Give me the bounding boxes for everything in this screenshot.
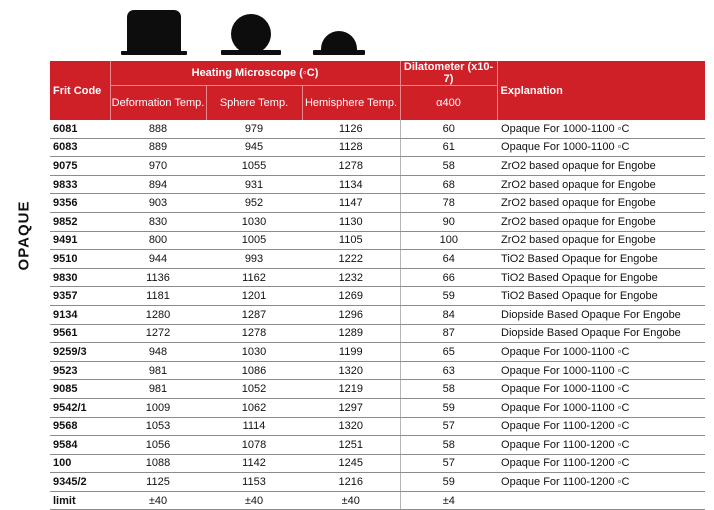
- heating-microscope-header: Heating Microscope (◦C): [110, 61, 400, 86]
- deformation-shape-base: [121, 51, 187, 55]
- hemisphere-temp-cell: 1216: [302, 473, 400, 492]
- hemisphere-temp-cell: 1105: [302, 231, 400, 250]
- table-row: [50, 194, 705, 213]
- dilatometer-header: Dilatometer (x10-7): [400, 61, 497, 86]
- frit-code-cell: 9523: [50, 361, 110, 380]
- deformation-temp-cell: 1272: [110, 324, 206, 343]
- deformation-temp-cell: 1181: [110, 287, 206, 306]
- deformation-temp-cell: 903: [110, 194, 206, 213]
- sphere-temp-cell: ±40: [206, 491, 302, 510]
- alpha400-cell: 58: [400, 157, 497, 176]
- sphere-temp-cell: 1153: [206, 473, 302, 492]
- deformation-temp-cell: 1125: [110, 473, 206, 492]
- hemisphere-temp-header: Hemisphere Temp.: [302, 86, 400, 121]
- sphere-temp-cell: 1078: [206, 436, 302, 455]
- frit-table: [50, 61, 705, 510]
- table-row: [50, 473, 705, 492]
- deformation-temp-cell: 981: [110, 361, 206, 380]
- frit-code-cell: 9345/2: [50, 473, 110, 492]
- side-label-text: OPAQUE: [15, 200, 33, 270]
- sphere-temp-cell: 1086: [206, 361, 302, 380]
- deformation-temp-cell: 948: [110, 343, 206, 362]
- hemisphere-shape-base: [313, 50, 365, 55]
- frit-table-container: [50, 61, 705, 510]
- frit-code-cell: 9584: [50, 436, 110, 455]
- table-row: [50, 398, 705, 417]
- alpha400-cell: 68: [400, 175, 497, 194]
- alpha400-cell: 64: [400, 250, 497, 269]
- hemisphere-temp-cell: 1251: [302, 436, 400, 455]
- explanation-cell: ZrO2 based opaque for Engobe: [497, 212, 705, 231]
- sphere-temp-header: Sphere Temp.: [206, 86, 302, 121]
- alpha400-cell: 59: [400, 473, 497, 492]
- deformation-temp-cell: 889: [110, 138, 206, 157]
- table-row: [50, 157, 705, 176]
- explanation-cell: [497, 491, 705, 510]
- frit-code-cell: 9561: [50, 324, 110, 343]
- explanation-cell: Opaque For 1000-1100 ◦C: [497, 120, 705, 138]
- sphere-temp-cell: 1052: [206, 380, 302, 399]
- deformation-temp-header: Deformation Temp.: [110, 86, 206, 121]
- sphere-temp-cell: 1114: [206, 417, 302, 436]
- table-row: [50, 212, 705, 231]
- alpha400-cell: 87: [400, 324, 497, 343]
- alpha400-cell: 60: [400, 120, 497, 138]
- frit-code-cell: 9134: [50, 305, 110, 324]
- alpha400-cell: 84: [400, 305, 497, 324]
- table-row: [50, 324, 705, 343]
- alpha400-cell: 61: [400, 138, 497, 157]
- hemisphere-temp-cell: 1289: [302, 324, 400, 343]
- deformation-temp-cell: 970: [110, 157, 206, 176]
- deformation-temp-cell: 1280: [110, 305, 206, 324]
- explanation-cell: ZrO2 based opaque for Engobe: [497, 175, 705, 194]
- frit-code-cell: 9075: [50, 157, 110, 176]
- frit-code-cell: 9568: [50, 417, 110, 436]
- alpha400-cell: 63: [400, 361, 497, 380]
- hemisphere-temp-cell: 1297: [302, 398, 400, 417]
- sphere-temp-cell: 1005: [206, 231, 302, 250]
- deformation-temp-cell: 1053: [110, 417, 206, 436]
- frit-code-cell: 9830: [50, 268, 110, 287]
- table-row: [50, 175, 705, 194]
- hemisphere-temp-cell: 1245: [302, 454, 400, 473]
- table-body: [50, 120, 705, 510]
- explanation-cell: Opaque For 1000-1100 ◦C: [497, 138, 705, 157]
- deformation-temp-cell: 1088: [110, 454, 206, 473]
- explanation-cell: TiO2 Based Opaque for Engobe: [497, 268, 705, 287]
- explanation-cell: ZrO2 based opaque for Engobe: [497, 194, 705, 213]
- frit-code-cell: 9852: [50, 212, 110, 231]
- explanation-cell: TiO2 Based Opaque for Engobe: [497, 250, 705, 269]
- alpha400-header: α400: [400, 86, 497, 121]
- table-row: [50, 343, 705, 362]
- table-row: [50, 120, 705, 138]
- table-row: [50, 436, 705, 455]
- alpha400-cell: 90: [400, 212, 497, 231]
- hemisphere-temp-cell: 1232: [302, 268, 400, 287]
- hemisphere-temp-cell: 1130: [302, 212, 400, 231]
- hemisphere-temp-cell: 1199: [302, 343, 400, 362]
- deformation-temp-cell: 1009: [110, 398, 206, 417]
- frit-code-cell: 9833: [50, 175, 110, 194]
- sphere-temp-cell: 1201: [206, 287, 302, 306]
- alpha400-cell: 57: [400, 417, 497, 436]
- alpha400-cell: 65: [400, 343, 497, 362]
- frit-code-cell: 9357: [50, 287, 110, 306]
- alpha400-cell: 78: [400, 194, 497, 213]
- hemisphere-shape-icon: [321, 31, 357, 52]
- table-row: [50, 491, 705, 510]
- table-row: [50, 268, 705, 287]
- frit-code-cell: 9259/3: [50, 343, 110, 362]
- explanation-cell: Diopside Based Opaque For Engobe: [497, 305, 705, 324]
- explanation-cell: Opaque For 1000-1100 ◦C: [497, 343, 705, 362]
- alpha400-cell: 57: [400, 454, 497, 473]
- frit-code-cell: 6083: [50, 138, 110, 157]
- explanation-cell: Opaque For 1100-1200 ◦C: [497, 417, 705, 436]
- frit-code-cell: 9542/1: [50, 398, 110, 417]
- hemisphere-temp-cell: 1320: [302, 417, 400, 436]
- explanation-cell: TiO2 Based Opaque for Engobe: [497, 287, 705, 306]
- explanation-cell: Opaque For 1100-1200 ◦C: [497, 454, 705, 473]
- explanation-cell: Opaque For 1000-1100 ◦C: [497, 380, 705, 399]
- deformation-temp-cell: 981: [110, 380, 206, 399]
- explanation-cell: ZrO2 based opaque for Engobe: [497, 157, 705, 176]
- sphere-temp-cell: 1062: [206, 398, 302, 417]
- table-header: [50, 61, 705, 120]
- sphere-shape-base: [221, 50, 281, 55]
- deformation-temp-cell: 944: [110, 250, 206, 269]
- sphere-temp-cell: 952: [206, 194, 302, 213]
- deformation-temp-cell: 830: [110, 212, 206, 231]
- explanation-header: Explanation: [497, 61, 705, 120]
- frit-code-cell: 9491: [50, 231, 110, 250]
- sphere-temp-cell: 1287: [206, 305, 302, 324]
- table-row: [50, 454, 705, 473]
- sphere-temp-cell: 979: [206, 120, 302, 138]
- deformation-temp-cell: 888: [110, 120, 206, 138]
- table-row: [50, 417, 705, 436]
- explanation-cell: Diopside Based Opaque For Engobe: [497, 324, 705, 343]
- sphere-temp-cell: 1030: [206, 343, 302, 362]
- deformation-shape-icon: [127, 10, 181, 54]
- deformation-temp-cell: 894: [110, 175, 206, 194]
- alpha400-cell: ±4: [400, 491, 497, 510]
- frit-code-cell: 100: [50, 454, 110, 473]
- hemisphere-temp-cell: ±40: [302, 491, 400, 510]
- sphere-temp-cell: 945: [206, 138, 302, 157]
- hemisphere-temp-cell: 1222: [302, 250, 400, 269]
- sphere-temp-cell: 1278: [206, 324, 302, 343]
- hemisphere-temp-cell: 1147: [302, 194, 400, 213]
- hemisphere-temp-cell: 1219: [302, 380, 400, 399]
- alpha400-cell: 58: [400, 436, 497, 455]
- sphere-temp-cell: 931: [206, 175, 302, 194]
- frit-code-header: Frit Code: [50, 61, 110, 120]
- table-row: [50, 231, 705, 250]
- sphere-temp-cell: 1030: [206, 212, 302, 231]
- hemisphere-temp-cell: 1278: [302, 157, 400, 176]
- deformation-temp-cell: 1136: [110, 268, 206, 287]
- hemisphere-temp-cell: 1128: [302, 138, 400, 157]
- hemisphere-temp-cell: 1296: [302, 305, 400, 324]
- deformation-temp-cell: 800: [110, 231, 206, 250]
- hemisphere-temp-cell: 1134: [302, 175, 400, 194]
- table-row: [50, 138, 705, 157]
- alpha400-cell: 59: [400, 287, 497, 306]
- hemisphere-temp-cell: 1269: [302, 287, 400, 306]
- deformation-temp-cell: ±40: [110, 491, 206, 510]
- sphere-temp-cell: 1162: [206, 268, 302, 287]
- sphere-temp-cell: 1055: [206, 157, 302, 176]
- frit-code-cell: 9510: [50, 250, 110, 269]
- table-row: [50, 361, 705, 380]
- hemisphere-temp-cell: 1126: [302, 120, 400, 138]
- frit-code-cell: 9085: [50, 380, 110, 399]
- alpha400-cell: 66: [400, 268, 497, 287]
- table-row: [50, 250, 705, 269]
- table-row: [50, 287, 705, 306]
- alpha400-cell: 100: [400, 231, 497, 250]
- explanation-cell: Opaque For 1000-1100 ◦C: [497, 361, 705, 380]
- side-label: [4, 170, 44, 300]
- deformation-temp-cell: 1056: [110, 436, 206, 455]
- hemisphere-temp-cell: 1320: [302, 361, 400, 380]
- frit-code-cell: limit: [50, 491, 110, 510]
- sphere-temp-cell: 993: [206, 250, 302, 269]
- sphere-shape-icon: [231, 14, 271, 54]
- frit-code-cell: 6081: [50, 120, 110, 138]
- table-row: [50, 380, 705, 399]
- explanation-cell: Opaque For 1000-1100 ◦C: [497, 398, 705, 417]
- frit-code-cell: 9356: [50, 194, 110, 213]
- explanation-cell: Opaque For 1100-1200 ◦C: [497, 473, 705, 492]
- sphere-temp-cell: 1142: [206, 454, 302, 473]
- explanation-cell: Opaque For 1100-1200 ◦C: [497, 436, 705, 455]
- alpha400-cell: 59: [400, 398, 497, 417]
- alpha400-cell: 58: [400, 380, 497, 399]
- table-row: [50, 305, 705, 324]
- explanation-cell: ZrO2 based opaque for Engobe: [497, 231, 705, 250]
